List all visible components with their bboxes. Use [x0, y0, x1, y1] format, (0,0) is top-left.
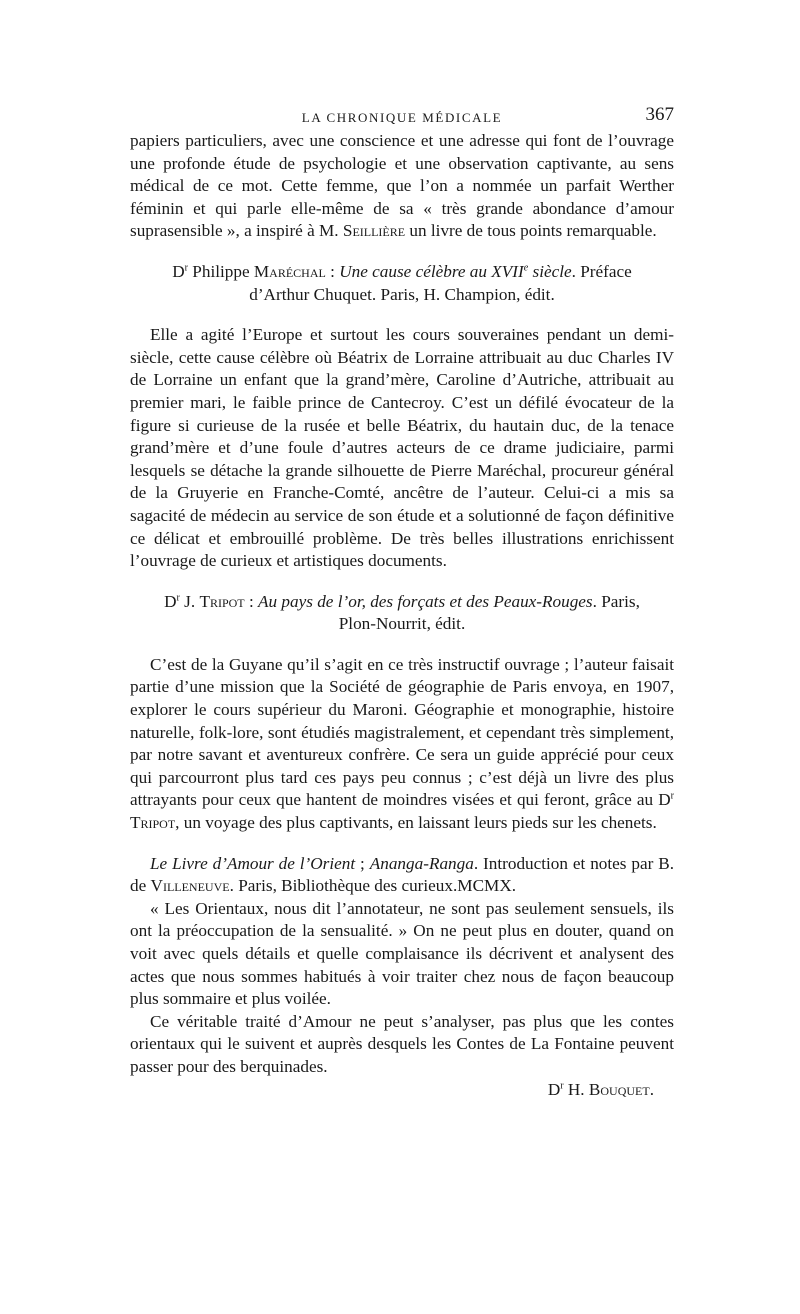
author-surname: Tripot: [199, 591, 245, 611]
book-title-2: Ananga-Ranga: [369, 853, 474, 873]
spacer: [130, 243, 674, 261]
paragraph-continuation: [130, 130, 674, 243]
paragraph-text: C’est de la Guyane qu’il s’agit en ce très instructif ouvrage ; l’auteur faisait partie d’une mission que la Société de géographie de Paris envoya, en 1907, explorer le cours supérieur du Maroni. Géographie et monographie, histoire naturelle, folk-lore, sont étudiés magistralement, et cependant très simplement, par notre savant et aventureux confrère. Ce sera un guide apprécié pour ceux qui parcourront plus tard ces pays peu connus ; c’est déjà un livre des plus attrayants pour ceux que hantent de moindres visées et qui feront, grâce au: [130, 654, 674, 810]
book-title-part-2: siècle: [528, 261, 572, 281]
book-title-part: Une cause célèbre au XVII: [339, 261, 524, 281]
author-first-name: Philippe: [188, 261, 254, 281]
book-entry-marechal: [130, 261, 674, 306]
document-page: [130, 104, 674, 1101]
publication-details: . Préface: [571, 261, 632, 281]
doctor-abbrev: D: [547, 1079, 561, 1099]
book-entry-tripot: [130, 591, 674, 636]
spacer: [130, 636, 674, 654]
review-paragraph-marechal: Elle a agité l’Europe et surtout les cours souveraines pendant un demi-siècle, cette cause célèbre où Béatrix de Lorraine attribuait au duc Charles IV de Lorraine un enfant que la grand’mère, Caroline d’Autriche, attribuait au premier mari, le faible prince de Cantecroy. C’est un défilé évocateur de la figure si curieuse de la rusée et belle Béatrix, du hautain duc, de la tenace grand’mère et d’une foule d’autres acteurs de ce drame judiciaire, parmi lesquels se détache la grande silhouette de Pierre Maréchal, procureur général de la Gruyerie en Franche-Comté, ancêtre de l’auteur. Celui-ci a mis sa sagacité de médecin au service de son étude et a solutionné de façon définitive ce délicat et embrouillé problème. De très belles illustrations enrichissent l’ouvrage de curieux et artistiques documents.: [130, 325, 674, 571]
editor-surname: Villeneuve: [150, 876, 230, 896]
spacer: [130, 573, 674, 591]
doctor-abbrev: D: [658, 790, 671, 810]
book-title: Le Livre d’Amour de l’Orient: [150, 853, 356, 873]
signature-tail: .: [649, 1079, 654, 1099]
publication-details-2: . Paris, Bibliothèque des curieux.MCMX.: [229, 876, 517, 896]
page-number: 367: [645, 104, 674, 125]
entry-separator: ;: [355, 853, 370, 873]
signature-surname: Bouquet: [588, 1079, 650, 1099]
doctor-abbrev: D: [172, 261, 185, 281]
author-initial: J.: [179, 591, 200, 611]
publication-details-2: d’Arthur Chuquet. Paris, H. Champion, édit.: [249, 284, 555, 304]
running-header: [130, 104, 674, 130]
doctor-abbrev-sup: r: [560, 1079, 564, 1091]
entry-separator: :: [325, 261, 340, 281]
signature: [130, 1079, 674, 1102]
publication-details: . Introduction et notes par B. de: [130, 853, 675, 896]
author-surname: Tripot: [130, 813, 176, 833]
review-paragraph-conclusion: Ce véritable traité d’Amour ne peut s’analyser, pas plus que les contes orientaux qui le suivent et auprès desquels les Contes de La Fontaine peuvent passer pour des berquinades.: [130, 1011, 674, 1076]
paragraph-text: papiers particuliers, avec une conscience et une adresse qui font de l’ouvrage une profonde étude de psychologie et une observation captivante, au sens médical de ce mot. Cette femme, que l’on a nommée un parfait Werther féminin et qui parle elle-même de sa « très grande abondance d’amour suprasensible », a inspiré à M.: [130, 131, 674, 241]
article-body: [130, 130, 674, 1101]
author-name: Seillière: [342, 221, 406, 241]
book-entry-ananga-ranga: [130, 853, 674, 898]
spacer: [130, 835, 674, 853]
publication-details: . Paris,: [592, 591, 640, 611]
book-title: [339, 262, 571, 281]
doctor-abbrev-sup: r: [670, 790, 674, 802]
publication-details-2: Plon-Nourrit, édit.: [338, 614, 466, 634]
review-paragraph-orient: « Les Orientaux, nous dit l’annotateur, ne sont pas seulement sensuels, ils ont la préoccupation de la sensualité. » On ne peut plus en douter, quand on voit avec quels détails et quelle complaisance ils décrivent et analysent des actes que nous sommes habitués à voir traiter chez nous de façon beaucoup plus sommaire et plus voilée.: [130, 898, 674, 1009]
doctor-abbrev: D: [164, 591, 177, 611]
author-surname: Maréchal: [253, 261, 326, 281]
book-title: Au pays de l’or, des forçats et des Peaux-Rouges: [258, 591, 593, 611]
doctor-abbrev-sup: r: [184, 262, 188, 274]
book-title-sup: e: [523, 262, 529, 274]
running-title: LA CHRONIQUE MÉDICALE: [301, 110, 503, 125]
review-paragraph-tripot: [130, 654, 674, 835]
signature-initial: H.: [563, 1079, 589, 1099]
spacer: [130, 306, 674, 324]
entry-separator: :: [244, 591, 259, 611]
paragraph-tail: un livre de tous points remarquable.: [405, 221, 657, 241]
doctor-abbrev-sup: r: [176, 591, 180, 603]
paragraph-tail: , un voyage des plus captivants, en laissant leurs pieds sur les chenets.: [175, 813, 657, 833]
